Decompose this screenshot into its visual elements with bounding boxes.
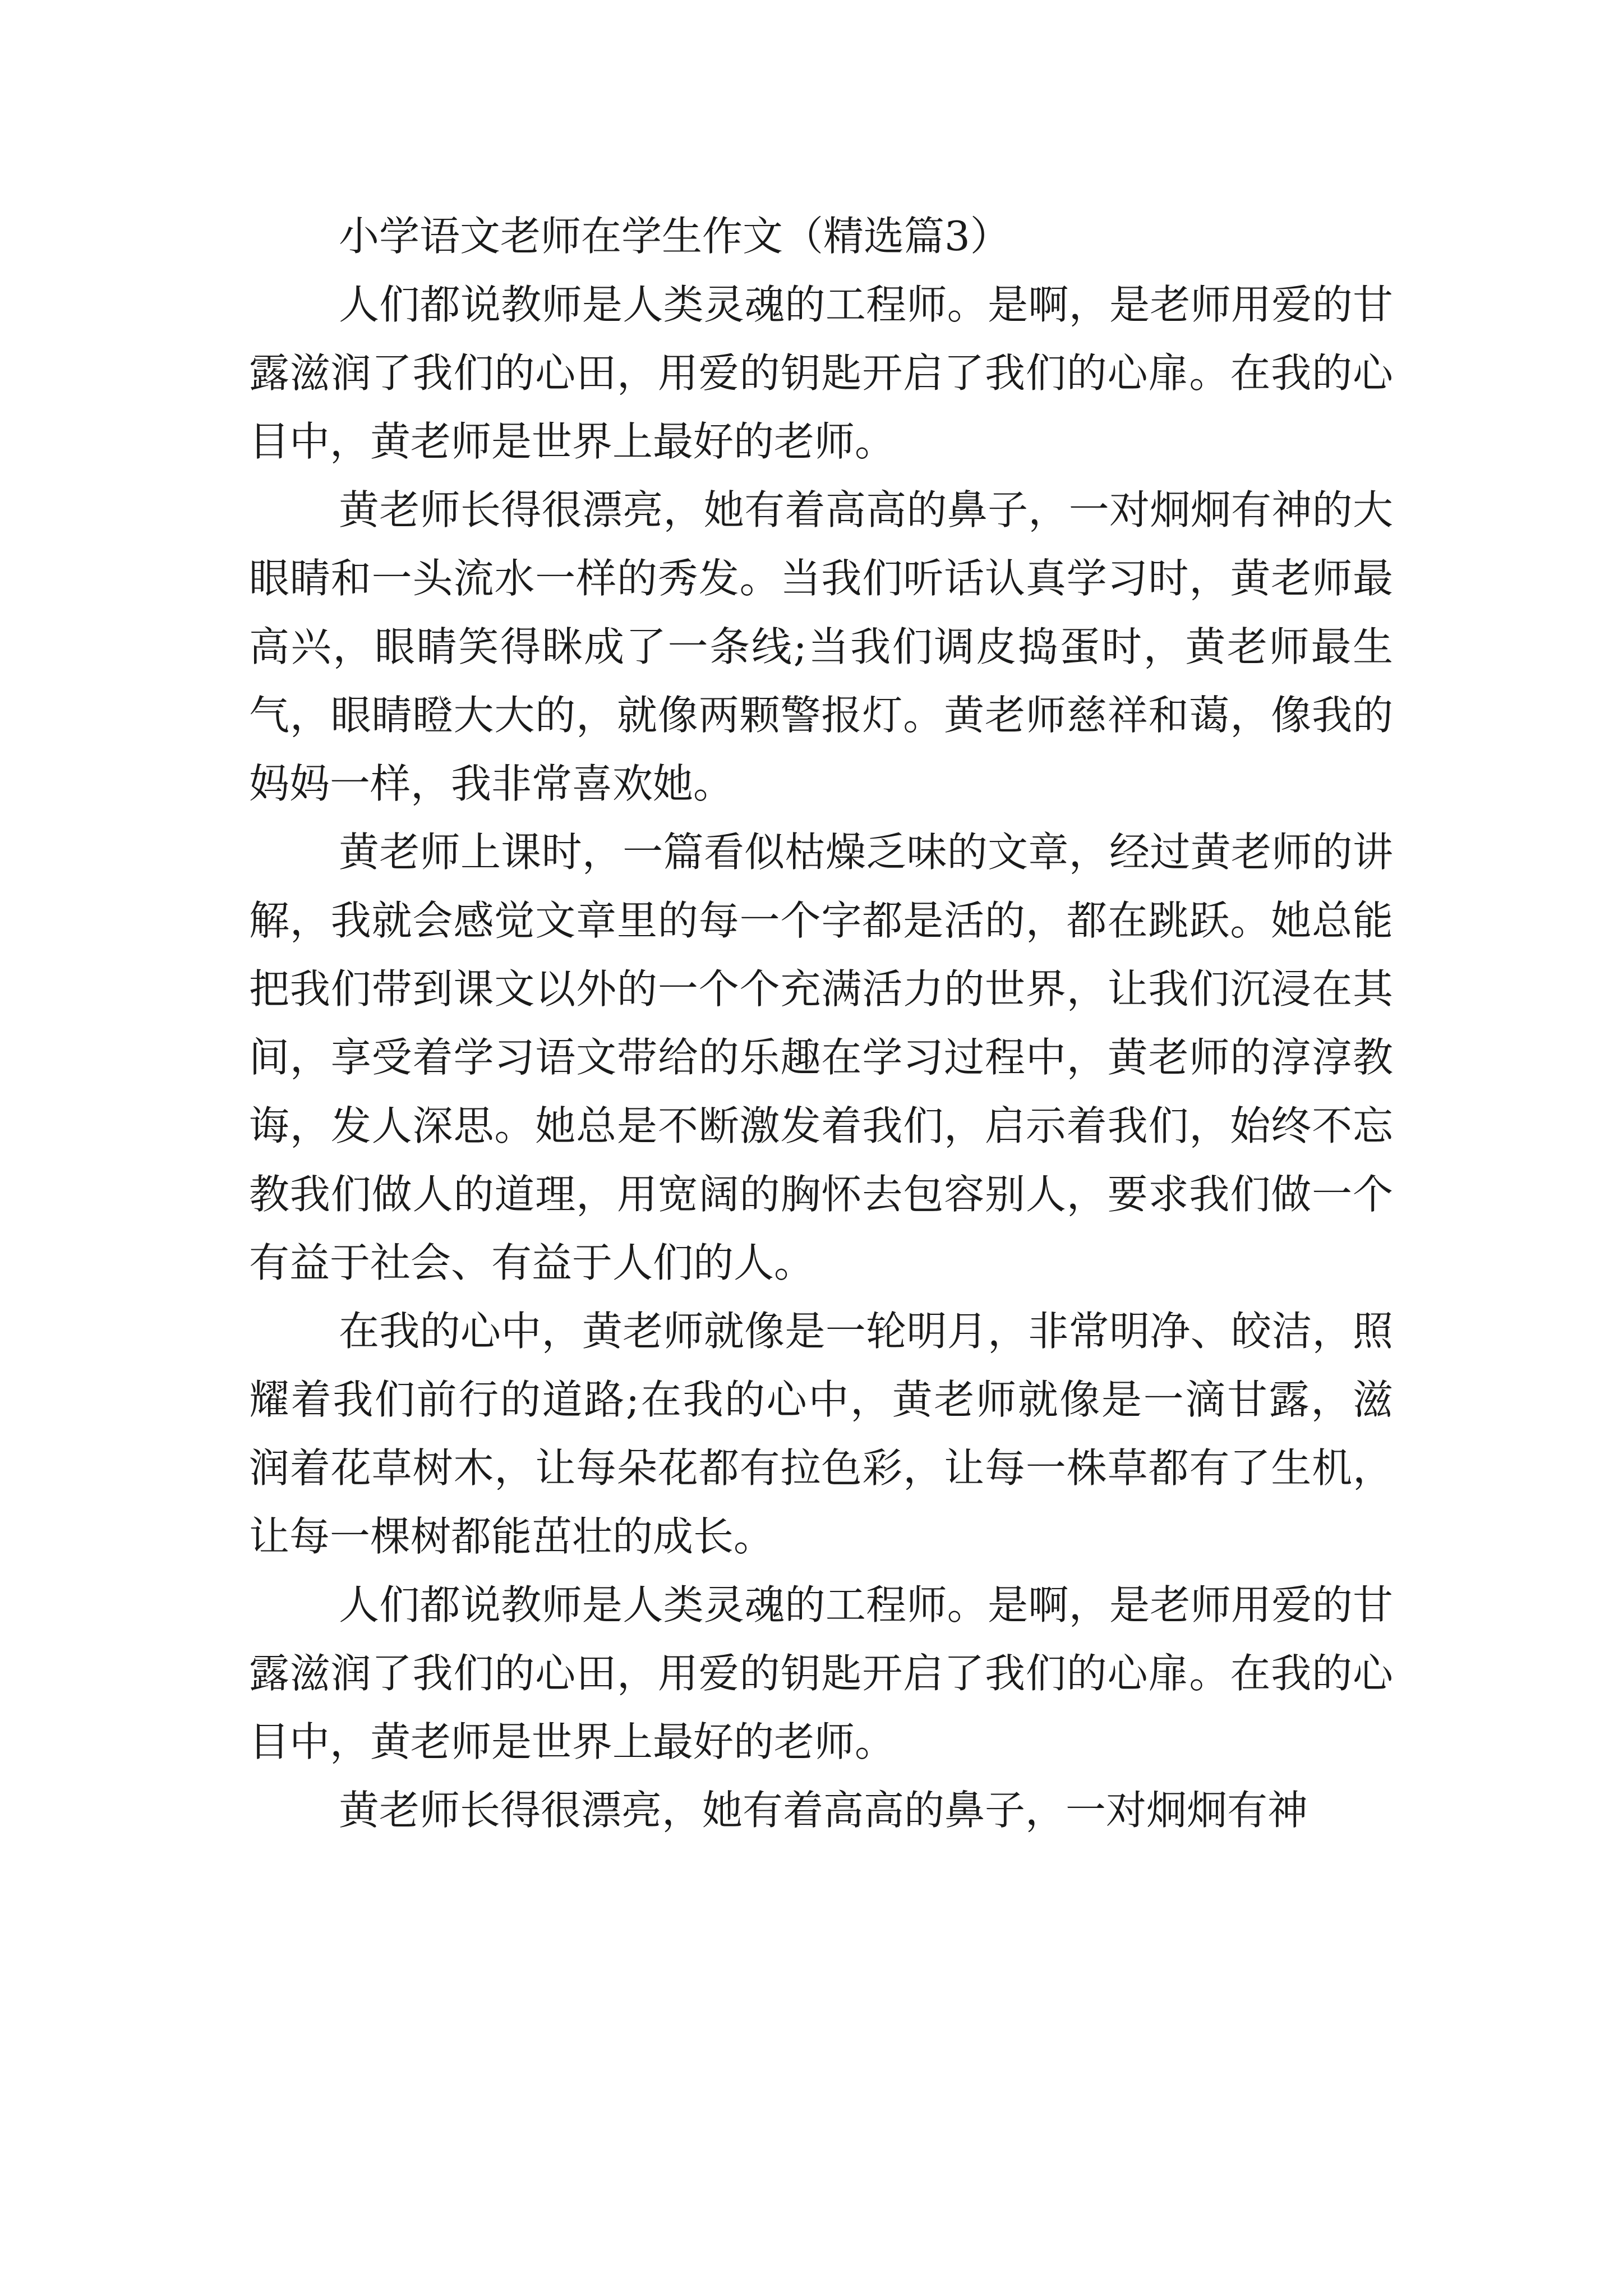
document-body <box>249 202 1393 1844</box>
paragraph-3: 黄老师上课时，一篇看似枯燥乏味的文章，经过黄老师的讲解，我就会感觉文章里的每一个字都是活的，都在跳跃。她总能把我们带到课文以外的一个个充满活力的世界，让我们沉浸在其间，享受着学习语文带给的乐趣在学习过程中，黄老师的淳淳教诲，发人深思。她总是不断激发着我们，启示着我们，始终不忘教我们做人的道理，用宽阔的胸怀去包容别人，要求我们做一个有益于社会、有益于人们的人。 <box>249 829 1393 1286</box>
document-title: 小学语文老师在学生作文（精选篇3） <box>339 213 1011 260</box>
paragraph-4: 在我的心中，黄老师就像是一轮明月，非常明净、皎洁，照耀着我们前行的道路;在我的心中，黄老师就像是一滴甘露，滋润着花草树木，让每朵花都有拉色彩，让每一株草都有了生机，让每一棵树都能茁壮的成长。 <box>249 1308 1393 1560</box>
paragraph-2: 黄老师长得很漂亮，她有着高高的鼻子，一对炯炯有神的大眼睛和一头流水一样的秀发。当我们听话认真学习时，黄老师最高兴，眼睛笑得眯成了一条线;当我们调皮捣蛋时，黄老师最生气，眼睛瞪大大的，就像两颗警报灯。黄老师慈祥和蔼，像我的妈妈一样，我非常喜欢她。 <box>249 486 1393 807</box>
paragraph-6: 黄老师长得很漂亮，她有着高高的鼻子，一对炯炯有神 <box>339 1787 1308 1834</box>
paragraph-5: 人们都说教师是人类灵魂的工程师。是啊，是老师用爱的甘露滋润了我们的心田，用爱的钥匙开启了我们的心扉。在我的心目中，黄老师是世界上最好的老师。 <box>249 1581 1393 1765</box>
paragraph-1: 人们都说教师是人类灵魂的工程师。是啊，是老师用爱的甘露滋润了我们的心田，用爱的钥匙开启了我们的心扉。在我的心目中，黄老师是世界上最好的老师。 <box>249 281 1393 465</box>
